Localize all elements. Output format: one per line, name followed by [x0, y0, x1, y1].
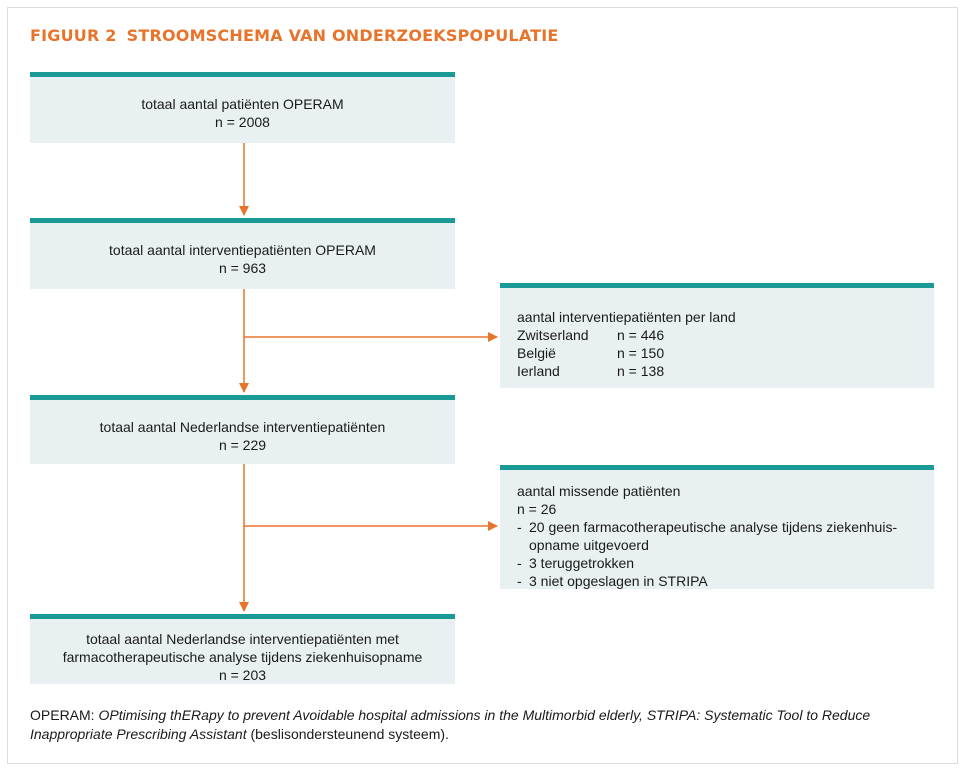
country-n: n = 138 — [617, 363, 665, 379]
box-total-patients-label: totaal aantal patiënten OPERAM — [141, 96, 344, 112]
missing-item: - 3 teruggetrokken — [517, 555, 635, 571]
country-n: n = 150 — [617, 345, 665, 361]
box-total-patients-n: n = 2008 — [215, 114, 270, 130]
figure-title-text: STROOMSCHEMA VAN ONDERZOEKSPOPULATIE — [126, 26, 559, 45]
footnote-abbr-stripa: STRIPA: — [646, 707, 701, 723]
box-dutch-analysed-patients-label2: farmacotherapeutische analyse tijdens ziekenhuisopname — [62, 649, 423, 665]
country-row-ireland — [517, 362, 934, 380]
missing-item-text: 20 geen farmacotherapeutische analyse tijdens ziekenhuis- — [529, 519, 898, 535]
country-name: Zwitserland — [517, 327, 589, 343]
country-name: België — [517, 345, 556, 361]
footnote-abbr-operam: OPERAM: — [30, 707, 95, 723]
country-name: Ierland — [517, 363, 560, 379]
box-intervention-patients — [30, 218, 455, 289]
box-dutch-intervention-patients — [30, 395, 455, 464]
box-patients-per-country — [500, 283, 934, 388]
box-dutch-intervention-patients-n: n = 229 — [218, 437, 267, 453]
missing-n: n = 26 — [517, 501, 557, 517]
country-row-belgium — [517, 344, 934, 362]
box-intervention-patients-n: n = 963 — [218, 260, 267, 276]
box-intervention-patients-label: totaal aantal interventiepatiënten OPERAM — [109, 242, 376, 258]
box-dutch-intervention-patients-label: totaal aantal Nederlandse interventiepatiënten — [99, 419, 386, 435]
country-n: n = 446 — [617, 327, 665, 343]
footnote-note: (beslisondersteunend systeem). — [250, 726, 449, 742]
figure-number: FIGUUR 2 — [30, 26, 117, 45]
box-total-patients — [30, 72, 455, 143]
footnote-def-stripa: Systematic Tool to Reduce Inappropriate Prescribing Assistant — [30, 707, 871, 742]
box-dutch-analysed-patients — [30, 614, 455, 684]
missing-item-text-cont: opname uitgevoerd — [529, 537, 649, 553]
box-dutch-analysed-patients-n: n = 203 — [218, 667, 267, 683]
missing-item-text: 3 niet opgeslagen in STRIPA — [529, 573, 708, 589]
missing-item: - 3 niet opgeslagen in STRIPA — [517, 573, 708, 589]
box-missing-patients — [500, 465, 934, 589]
missing-item-text: 3 teruggetrokken — [529, 555, 635, 571]
footnote-def-operam: OPtimising thERapy to prevent Avoidable hospital admissions in the Multimorbid elderly, — [98, 707, 643, 723]
missing-heading: aantal missende patiënten — [517, 483, 681, 499]
country-row-switzerland — [517, 326, 934, 344]
box-dutch-analysed-patients-label1: totaal aantal Nederlandse interventiepatiënten met — [86, 631, 399, 647]
missing-item: - 20 geen farmacotherapeutische analyse tijdens ziekenhuis- opname uitgevoerd — [517, 519, 898, 553]
footnote — [30, 706, 935, 744]
per-country-heading: aantal interventiepatiënten per land — [517, 309, 736, 325]
